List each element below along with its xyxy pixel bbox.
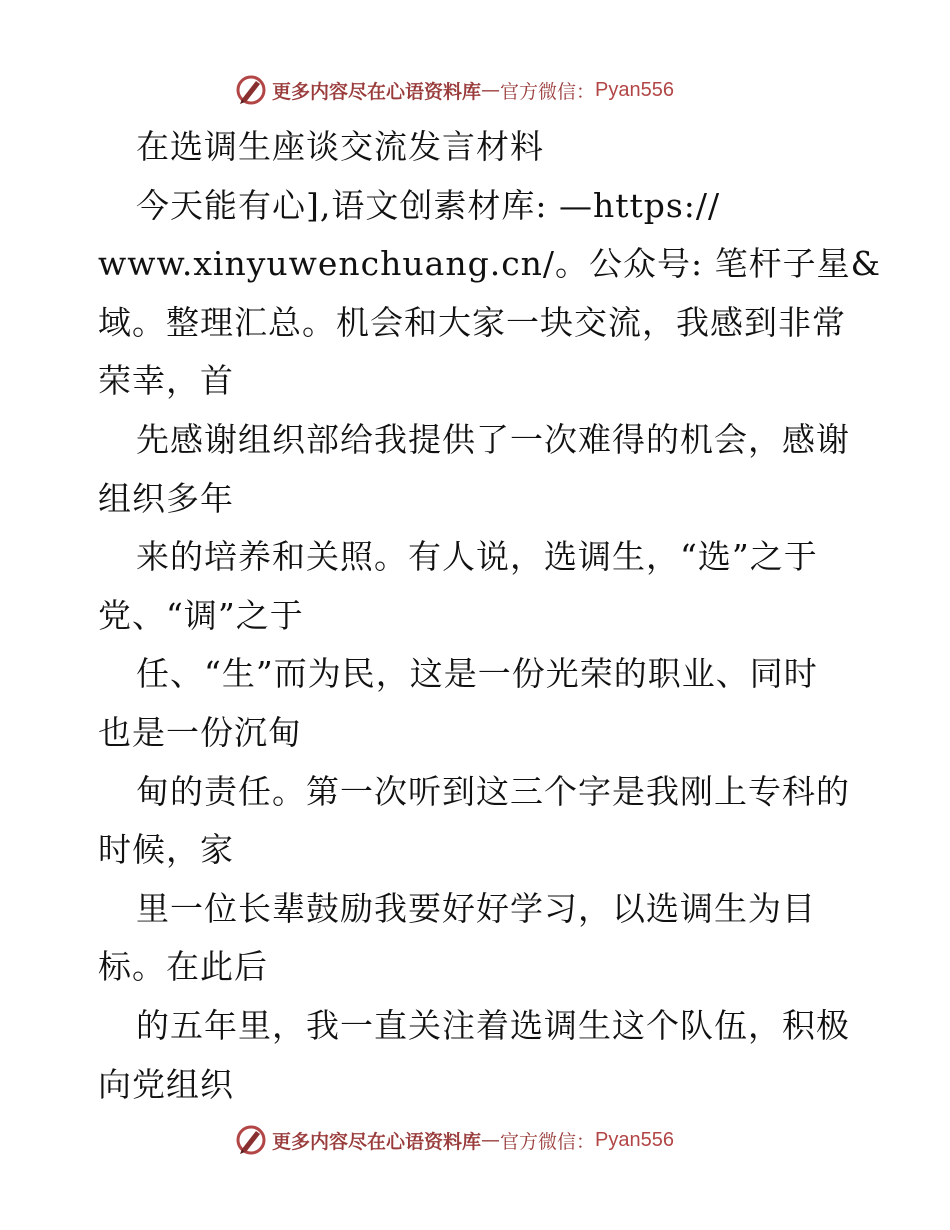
banner-wechat-label: 官方微信： bbox=[500, 80, 596, 103]
text-line: 今天能有心],语文创素材库: —https:// bbox=[136, 185, 721, 225]
text-line: 荣幸，首 bbox=[98, 361, 234, 401]
banner-dash: — bbox=[481, 79, 501, 101]
text-line: 党、“调”之于 bbox=[98, 595, 304, 635]
text-line: 的五年里，我一直关注着选调生这个队伍，积极 bbox=[136, 1005, 850, 1045]
banner-dash: — bbox=[481, 1129, 501, 1151]
text-line: 标。在此后 bbox=[98, 947, 268, 987]
pen-logo-icon bbox=[234, 1123, 268, 1157]
text-line: 时候，家 bbox=[98, 830, 234, 870]
banner-wechat-id: Pyan556 bbox=[595, 1128, 674, 1151]
text-line: 在选调生座谈交流发言材料 bbox=[136, 127, 544, 166]
pen-logo-icon bbox=[234, 73, 268, 107]
banner-text: 更多内容尽在心语资料库 bbox=[272, 1130, 482, 1153]
text-line: www.xinyuwenchuang.cn/。公众号: 笔杆子星& bbox=[98, 244, 882, 284]
text-line: 也是一份沉甸 bbox=[98, 712, 302, 752]
text-line: 域。整理汇总。机会和大家一块交流，我感到非常 bbox=[98, 302, 846, 342]
text-line: 向党组织 bbox=[98, 1064, 234, 1104]
text-line: 组织多年 bbox=[98, 478, 234, 518]
text-line: 任、“生”而为民，这是一份光荣的职业、同时 bbox=[136, 654, 818, 694]
text-line: 里一位长辈鼓励我要好好学习，以选调生为目 bbox=[136, 888, 816, 928]
banner-wechat-label: 官方微信： bbox=[500, 1130, 596, 1153]
text-line: 甸的责任。第一次听到这三个字是我刚上专科的 bbox=[136, 771, 850, 811]
footer-banner bbox=[234, 1122, 674, 1158]
document-body bbox=[98, 118, 882, 1114]
text-line: 来的培养和关照。有人说，选调生，“选”之于 bbox=[136, 537, 818, 577]
banner-text: 更多内容尽在心语资料库 bbox=[272, 80, 482, 103]
text-line: 先感谢组织部给我提供了一次难得的机会，感谢 bbox=[136, 419, 850, 459]
header-banner bbox=[234, 72, 674, 108]
banner-wechat-id: Pyan556 bbox=[595, 78, 674, 101]
